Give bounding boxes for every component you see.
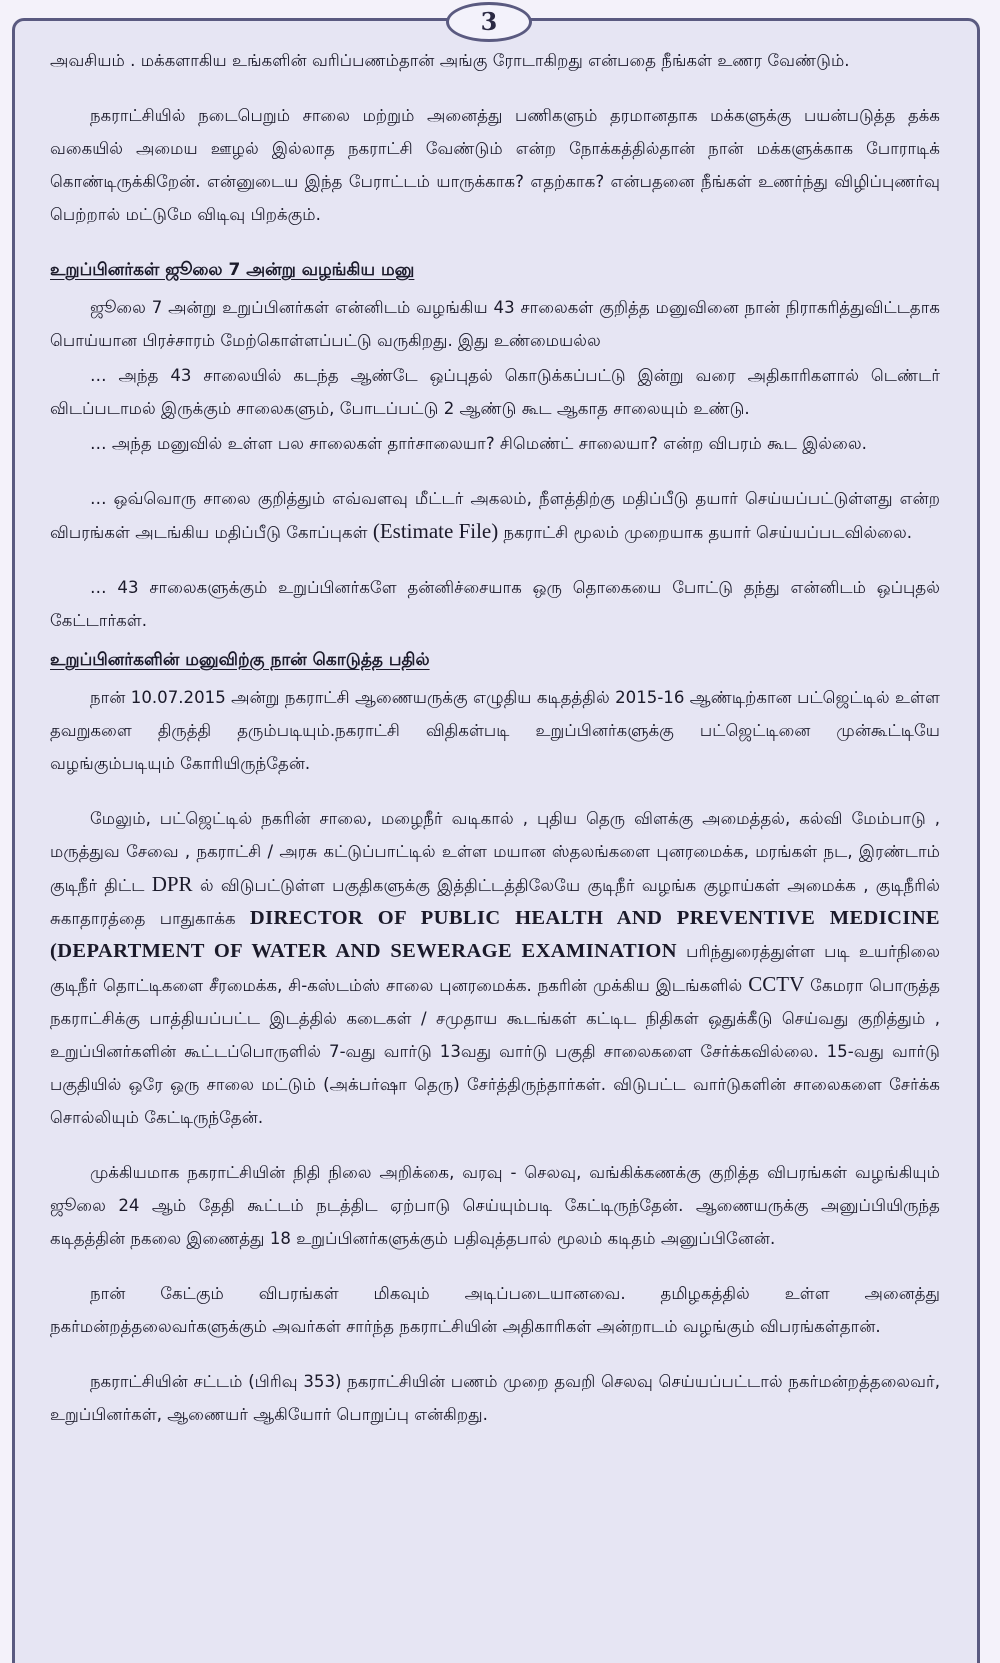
paragraph-arbitrary-amount: … 43 சாலைகளுக்கும் உறுப்பினர்களே தன்னிச்சையாக ஒரு தொகையை போட்டு தந்து என்னிடம் ஒப்புதல் கேட்டார்கள். <box>50 578 940 630</box>
estimate-text-b: நகராட்சி மூலம் முறையாக தயார் செய்யப்படவில்லை. <box>498 523 912 542</box>
dpr-term: DPR <box>151 872 193 896</box>
cctv-term: CCTV <box>748 972 805 996</box>
paragraph-taxes: அவசியம் . மக்களாகிய உங்களின் வரிப்பணம்தான் அங்கு ரோடாகிறது என்பதை நீங்கள் உணர வேண்டும். <box>50 51 850 70</box>
paragraph-estimate-file <box>50 482 940 549</box>
budget-text-b: ல் விடுபட்டுள்ள பகுதிகளுக்கு இத்திட்டத்திலேயே குடிநீர் வழங்க குழாய்கள் அமைக்க , குடிநீரில் சுகாதாரத்தை பாதுகாக்க <box>50 876 941 928</box>
budget-text-c: பரிந்துரைத்துள்ள படி உயர்நிலை குடிநீர் தொட்டிகளை சீரமைக்க, சி-கஸ்டம்ஸ் சாலை புனரமைக்க. நகரின் முக்கிய இடங்களில் <box>50 942 941 995</box>
budget-text-d: கேமரா பொருத்த நகராட்சிக்கு பாத்தியப்பட்ட இடத்தில் கடைகள் / சமுதாய கூடங்கள் கட்டிட நிதிகள் ஒதுக்கீடு செய்வது குறித்தும் , உறுப்பினர்களின் கூட்டப்பொருளில் 7-வது வார்டு 13வது வார்டு பகுதி சாலைகளை சேர்க்கவில்லை. 15-வது வார்டு பகுதியில் ஒரே ஒரு சாலை மட்டும் (அக்பர்ஷா தெரு) சேர்த்திருந்தார்கள். விடுபட்ட வார்டுகளின் சாலைகளை சேர்க்க சொல்லியும் கேட்டிருந்தேன். <box>50 976 941 1127</box>
estimate-text-a: … ஒவ்வொரு சாலை குறித்தும் எவ்வளவு மீட்டர் அகலம், நீளத்திற்கு மதிப்பீடு தயார் செய்யப்பட்டுள்ளது என்ற விபரங்கள் அடங்கிய மதிப்பீடு கோப்புகள் <box>50 489 940 542</box>
paragraph-43-roads-claim: ஜூலை 7 அன்று உறுப்பினர்கள் என்னிடம் வழங்கிய 43 சாலைகள் குறித்த மனுவினை நான் நிராகரித்துவிட்டதாக பொய்யான பிரச்சாரம் மேற்கொள்ளப்பட்டு வருகிறது. இது உண்மையல்ல <box>50 298 940 350</box>
paragraph-road-type-missing: … அந்த மனுவில் உள்ள பல சாலைகள் தார்சாலையா? சிமெண்ட் சாலையா? என்ற விபரம் கூட இல்லை. <box>90 434 867 453</box>
paragraph-basic-details: நான் கேட்கும் விபரங்கள் மிகவும் அடிப்படையானவை. தமிழகத்தில் உள்ள அனைத்து நகர்மன்றத்தலைவர்களுக்கும் அவர்கள் சார்ந்த நகராட்சியின் அதிகாரிகள் அன்றாடம் வழங்கும் விபரங்கள்தான். <box>50 1284 940 1336</box>
paragraph-section-353: நகராட்சியின் சட்டம் (பிரிவு 353) நகராட்சியின் பணம் முறை தவறி செலவு செய்யப்பட்டால் நகர்மன்றத்தலைவர், உறுப்பினர்கள், ஆணையர் ஆகியோர் பொறுப்பு என்கிறது. <box>50 1372 940 1424</box>
paragraph-letter-10-07-2015: நான் 10.07.2015 அன்று நகராட்சி ஆணையருக்கு எழுதிய கடிதத்தில் 2015-16 ஆண்டிற்கான பட்ஜெட்டில் உள்ள தவறுகளை திருத்தி தரும்படியும்.நகராட்சி விதிகள்படி உறுப்பினர்களுக்கு பட்ஜெட்டினை முன்கூட்டியே வழங்கும்படியும் கோரியிருந்தேன். <box>50 688 940 773</box>
document-body <box>50 44 940 1453</box>
paragraph-tender-pending: … அந்த 43 சாலையில் கடந்த ஆண்டே ஒப்புதல் கொடுக்கப்பட்டு இன்று வரை அதிகாரிகளால் டெண்டர் விடப்படாமல் இருக்கும் சாலைகளும், போடப்பட்டு 2 ஆண்டு கூட ஆகாத சாலையும் உண்டு. <box>50 366 940 418</box>
heading-july-7-petition: உறுப்பினர்கள் ஜூலை 7 அன்று வழங்கிய மனு <box>50 260 415 280</box>
estimate-file-term: (Estimate File) <box>372 519 499 543</box>
department-name: DIRECTOR OF PUBLIC HEALTH AND PREVENTIVE MEDICINE (DEPARTMENT OF WATER AND SEWERAGE EXAMINATION <box>50 907 940 962</box>
budget-text-a: மேலும், பட்ஜெட்டில் நகரின் சாலை, மழைநீர் வடிகால் , புதிய தெரு விளக்கு அமைத்தல், கல்வி மேம்பாடு , மருத்துவ சேவை , நகராட்சி / அரசு கட்டுப்பாட்டில் உள்ள மயான ஸ்தலங்களை புனரமைக்க, மரங்கள் நட, இரண்டாம் குடிநீர் திட்ட <box>50 809 940 895</box>
heading-reply-to-petition: உறுப்பினர்களின் மனுவிற்கு நான் கொடுத்த பதில் <box>50 650 430 670</box>
paragraph-corruption-free: நகராட்சியில் நடைபெறும் சாலை மற்றும் அனைத்து பணிகளும் தரமானதாக மக்களுக்கு பயன்படுத்த தக்க வகையில் அமைய ஊழல் இல்லாத நகராட்சி வேண்டும் என்ற நோக்கத்தில்தான் நான் மக்களுக்காக போராடிக் கொண்டிருக்கிறேன். என்னுடைய இந்த பேராட்டம் யாருக்காக? எதற்காக? என்பதனை நீங்கள் உணர்ந்து விழிப்புணர்வு பெற்றால் மட்டுமே விடிவு பிறக்கும். <box>50 106 940 224</box>
paragraph-budget-requests <box>50 802 940 1134</box>
page-number: 3 <box>446 2 532 42</box>
paragraph-financial-report: முக்கியமாக நகராட்சியின் நிதி நிலை அறிக்கை, வரவு - செலவு, வங்கிக்கணக்கு குறித்த விபரங்கள் வழங்கியும் ஜூலை 24 ஆம் தேதி கூட்டம் நடத்திட ஏற்பாடு செய்யும்படி கேட்டிருந்தேன். ஆணையருக்கு அனுப்பியிருந்த கடிதத்தின் நகலை இணைத்து 18 உறுப்பினர்களுக்கும் பதிவுத்தபால் மூலம் கடிதம் அனுப்பினேன். <box>50 1163 940 1248</box>
